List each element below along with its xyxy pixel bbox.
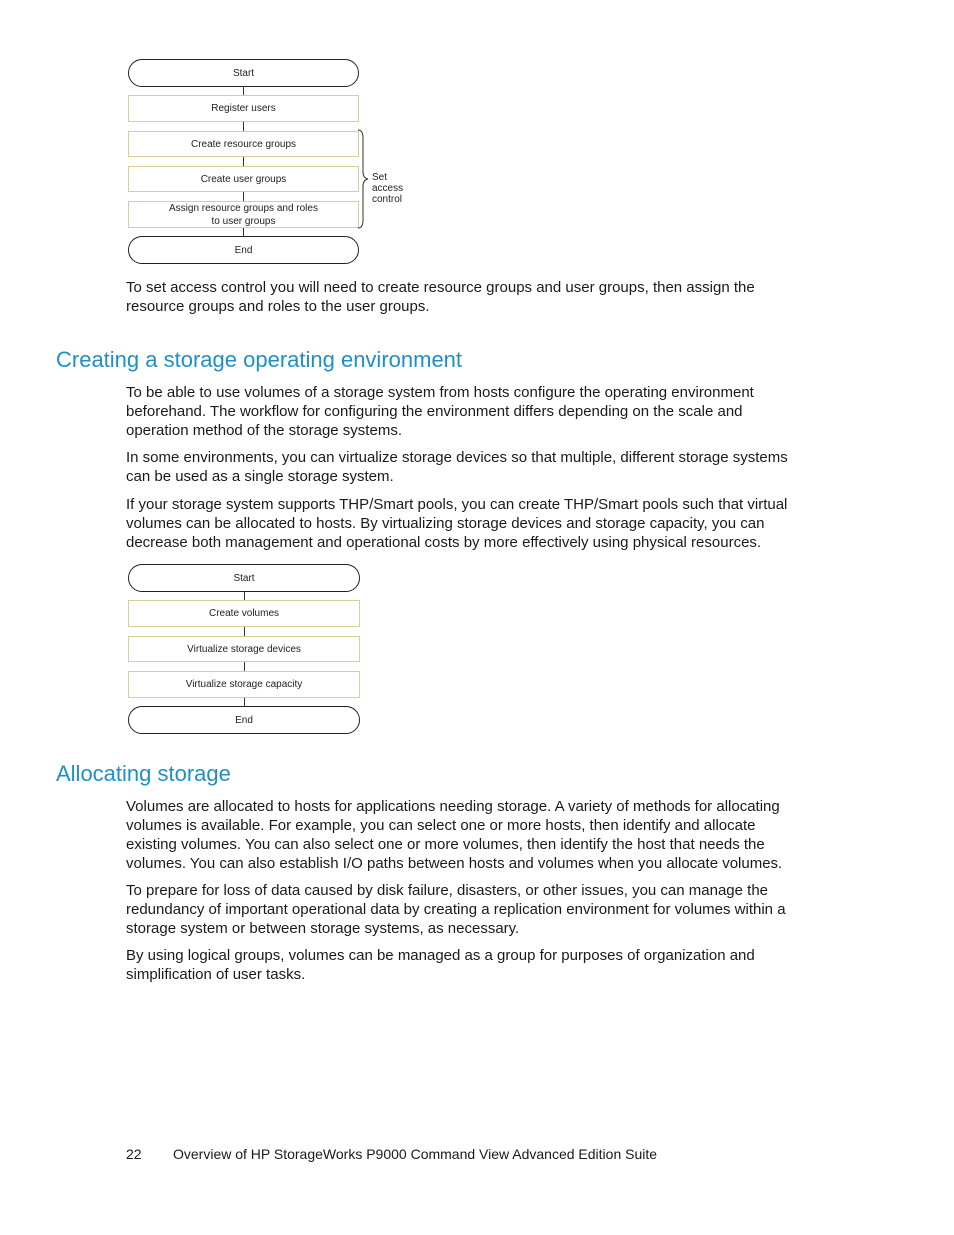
flow-start: Start: [128, 564, 360, 592]
flow-connector: [243, 192, 244, 201]
flow-connector: [244, 592, 245, 600]
flow-step-assign-resource-groups: [128, 201, 359, 228]
flow-step-create-user-groups: Create user groups: [128, 166, 359, 192]
flow-connector: [244, 662, 245, 671]
flow-end: End: [128, 706, 360, 734]
flow-step-register-users: Register users: [128, 95, 359, 122]
curly-brace-icon: [356, 128, 370, 230]
paragraph: To be able to use volumes of a storage system from hosts configure the operating environment beforehand. The workflow for configuring the environment differs depending on the scale and operation method of the storage systems.: [126, 384, 754, 439]
flow-connector: [244, 698, 245, 706]
flow-connector: [243, 157, 244, 166]
flow-connector: [243, 228, 244, 236]
flow-end: End: [128, 236, 359, 264]
page-number: 22: [126, 1146, 142, 1162]
flow-step-virtualize-devices: Virtualize storage devices: [128, 636, 360, 662]
flow-connector: [244, 627, 245, 636]
flow-step-line: to user groups: [211, 215, 276, 227]
paragraph: In some environments, you can virtualize storage devices so that multiple, different storage systems can be used as a single storage system.: [126, 449, 788, 485]
paragraph: If your storage system supports THP/Smart pools, you can create THP/Smart pools such that virtual volumes can be allocated to hosts. By virtualizing storage devices and storage capacity, you can decrease both management and operational costs by more effectively using physical resources.: [126, 496, 788, 551]
section-heading-allocating-storage: Allocating storage: [56, 761, 231, 786]
flow-step-create-resource-groups: Create resource groups: [128, 131, 359, 157]
flow-step-create-volumes: Create volumes: [128, 600, 360, 627]
flow-start: Start: [128, 59, 359, 87]
flow-connector: [243, 122, 244, 131]
paragraph: Volumes are allocated to hosts for applications needing storage. A variety of methods for allocating volumes is available. For example, you can select one or more hosts, then identify and allocate existing volumes. You can also select one or more volumes, then identify the host that needs the volumes. You can also establish I/O paths between hosts and volumes when you allocate volumes.: [126, 798, 783, 872]
footer-title: Overview of HP StorageWorks P9000 Command View Advanced Edition Suite: [173, 1146, 658, 1162]
flow-connector: [243, 87, 244, 95]
intro-paragraph: To set access control you will need to create resource groups and user groups, then assign the resource groups and roles to the user groups.: [126, 279, 755, 315]
section-heading-operating-environment: Creating a storage operating environment: [56, 347, 463, 372]
flow-step-virtualize-capacity: Virtualize storage capacity: [128, 671, 360, 698]
brace-label: Set access control: [372, 172, 404, 205]
paragraph: To prepare for loss of data caused by disk failure, disasters, or other issues, you can manage the redundancy of important operational data by creating a replication environment for volumes within a storage system or between storage systems, as necessary.: [126, 882, 786, 937]
paragraph: By using logical groups, volumes can be managed as a group for purposes of organization and simplification of user tasks.: [126, 947, 755, 983]
flow-step-line: Assign resource groups and roles: [169, 202, 318, 214]
